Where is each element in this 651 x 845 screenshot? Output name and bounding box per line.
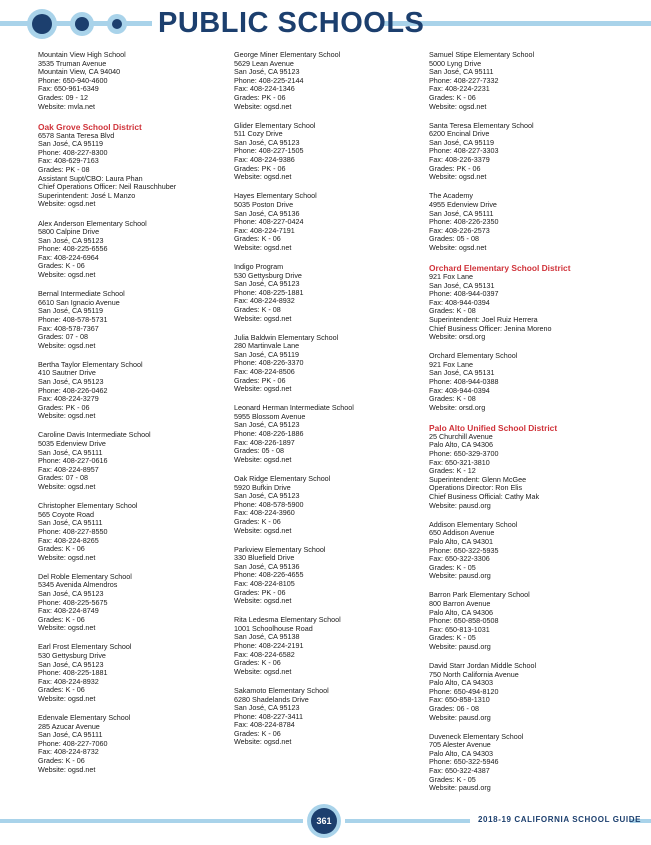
- city-line: Palo Alto, CA 94306: [429, 440, 493, 450]
- grades-line: Grades: K - 12: [429, 466, 476, 476]
- fax-line: Fax: 408-226-3379: [429, 155, 490, 165]
- school-entry: [38, 361, 238, 421]
- grades-line: Grades: K - 06: [38, 756, 85, 766]
- fax-line: Fax: 408-224-8265: [38, 535, 99, 545]
- website-line: Website: mvla.net: [38, 101, 95, 111]
- grades-line: Grades: PK - 06: [234, 92, 286, 102]
- website-line: Website: ogsd.net: [429, 172, 487, 182]
- address-line: 6578 Santa Teresa Blvd: [38, 130, 115, 140]
- city-line: San José, CA 95136: [234, 561, 300, 571]
- grades-line: Grades: 05 - 08: [429, 234, 479, 244]
- fax-line: Fax: 408-224-8932: [234, 296, 295, 306]
- phone-line: Phone: 650-940-4600: [38, 75, 108, 85]
- city-line: San José, CA 95123: [38, 659, 104, 669]
- footer-rule-middle: [345, 819, 470, 823]
- address-line: 285 Azucar Avenue: [38, 721, 100, 731]
- website-line: Website: ogsd.net: [38, 764, 96, 774]
- address-line: 530 Gettysburg Drive: [38, 651, 106, 661]
- address-line: 511 Cozy Drive: [234, 129, 283, 139]
- grades-line: Grades: K - 06: [234, 516, 281, 526]
- school-name: Samuel Stipe Elementary School: [429, 50, 535, 59]
- fax-line: Fax: 408-224-8749: [38, 606, 99, 616]
- address-line: 650 Addison Avenue: [429, 528, 495, 538]
- staff-line: Chief Operations Officer: Neil Rauschhuber: [38, 182, 177, 192]
- school-name: David Starr Jordan Middle School: [429, 661, 537, 671]
- district-entry: [429, 423, 629, 510]
- address-line: 1001 Schoolhouse Road: [234, 623, 313, 633]
- grades-line: Grades: K - 08: [234, 304, 281, 314]
- grades-line: Grades: PK - 06: [234, 163, 286, 173]
- page-number: 361: [311, 808, 337, 834]
- city-line: San José, CA 95123: [38, 588, 104, 598]
- staff-line: Chief Business Official: Cathy Mak: [429, 492, 540, 502]
- school-name: The Academy: [429, 191, 473, 201]
- fax-line: Fax: 408-224-9386: [234, 155, 295, 165]
- phone-line: Phone: 408-226-0462: [38, 385, 108, 395]
- school-name: Mountain View High School: [38, 50, 126, 59]
- website-line: Website: ogsd.net: [38, 411, 96, 421]
- address-line: 705 Alester Avenue: [429, 740, 491, 750]
- grades-line: Grades: K - 06: [429, 92, 476, 102]
- phone-line: Phone: 408-944-0388: [429, 377, 499, 386]
- school-entry: [234, 687, 434, 747]
- school-entry: [234, 263, 434, 323]
- grades-line: Grades: 09 - 12: [38, 92, 88, 102]
- address-line: 6200 Encinal Drive: [429, 129, 490, 139]
- phone-line: Phone: 650-322-5935: [429, 545, 499, 555]
- city-line: San José, CA 95123: [234, 703, 300, 713]
- phone-line: Phone: 650-494-8120: [429, 686, 499, 696]
- grades-line: Grades: K - 06: [234, 658, 281, 668]
- school-name: Leonard Herman Intermediate School: [234, 403, 354, 413]
- address-line: 330 Bluefield Drive: [234, 553, 295, 563]
- school-name: Bernal Intermediate School: [38, 289, 125, 299]
- fax-line: Fax: 650-813-1031: [429, 624, 490, 634]
- school-name: Edenvale Elementary School: [38, 713, 131, 723]
- school-name: Parkview Elementary School: [234, 544, 326, 554]
- city-line: San José, CA 95111: [429, 208, 494, 218]
- website-line: Website: ogsd.net: [38, 694, 96, 703]
- school-name: Alex Anderson Elementary School: [38, 218, 147, 228]
- school-entry: [234, 475, 434, 535]
- school-entry: [429, 192, 629, 252]
- grades-line: Grades: 06 - 08: [429, 704, 479, 713]
- website-line: Website: ogsd.net: [234, 101, 292, 111]
- website-line: Website: ogsd.net: [234, 242, 292, 252]
- school-entry: [429, 733, 629, 793]
- address-line: 5035 Poston Drive: [234, 199, 294, 209]
- header-rule-segment: [125, 21, 152, 26]
- address-line: 3535 Truman Avenue: [38, 58, 107, 68]
- city-line: San José, CA 95136: [234, 208, 300, 218]
- phone-line: Phone: 408-227-1505: [234, 146, 304, 156]
- fax-line: Fax: 650-322-3306: [429, 554, 490, 564]
- website-line: Website: orsd.org: [429, 402, 486, 412]
- phone-line: Phone: 650-858-0508: [429, 616, 499, 626]
- school-name: Rita Ledesma Elementary School: [234, 615, 341, 625]
- school-entry: [234, 404, 434, 464]
- staff-line: Superintendent: Glenn McGee: [429, 474, 527, 484]
- school-entry: [234, 51, 434, 111]
- city-line: San José, CA 95111: [38, 447, 103, 457]
- phone-line: Phone: 408-224-2191: [234, 641, 304, 651]
- website-line: Website: ogsd.net: [234, 384, 292, 394]
- staff-line: Chief Business Officer: Jenina Moreno: [429, 323, 552, 333]
- website-line: Website: ogsd.net: [234, 596, 292, 606]
- school-name: Christopher Elementary School: [38, 501, 138, 511]
- phone-line: Phone: 408-225-6556: [38, 244, 108, 254]
- grades-line: Grades: K - 06: [38, 261, 85, 271]
- website-line: Website: ogsd.net: [234, 172, 292, 182]
- fax-line: Fax: 408-226-1897: [234, 437, 295, 447]
- fax-line: Fax: 408-224-8732: [38, 747, 99, 757]
- phone-line: Phone: 650-329-3700: [429, 449, 499, 459]
- city-line: San José, CA 95111: [38, 730, 103, 740]
- fax-line: Fax: 650-961-6349: [38, 84, 99, 94]
- school-name: Caroline Davis Intermediate School: [38, 430, 151, 440]
- phone-line: Phone: 408-225-2144: [234, 75, 304, 85]
- school-name: Oak Ridge Elementary School: [234, 473, 331, 483]
- phone-line: Phone: 408-944-0397: [429, 289, 499, 299]
- footer-rule-left: [0, 819, 303, 823]
- city-line: San José, CA 95123: [234, 491, 300, 501]
- grades-line: Grades: K - 06: [234, 234, 281, 244]
- city-line: Palo Alto, CA 94303: [429, 678, 493, 688]
- city-line: Palo Alto, CA 94303: [429, 748, 493, 758]
- school-name: Santa Teresa Elementary School: [429, 120, 534, 130]
- city-line: San José, CA 95123: [234, 420, 300, 430]
- website-line: Website: ogsd.net: [234, 454, 292, 464]
- address-line: 5000 Lyng Drive: [429, 58, 482, 68]
- address-line: 5920 Bufkin Drive: [234, 482, 291, 492]
- website-line: Website: pausd.org: [429, 571, 491, 581]
- school-entry: [38, 502, 238, 562]
- website-line: Website: ogsd.net: [38, 270, 96, 280]
- district-name: Orchard Elementary School District: [429, 262, 571, 273]
- school-name: Earl Frost Elementary School: [38, 642, 132, 652]
- address-line: 25 Churchill Avenue: [429, 431, 493, 441]
- school-entry: [38, 290, 238, 350]
- school-entry: [38, 714, 238, 774]
- school-entry: [38, 220, 238, 280]
- address-line: 4955 Edenview Drive: [429, 199, 497, 209]
- header-dot-medium: [75, 17, 89, 31]
- phone-line: Phone: 408-225-1881: [234, 287, 304, 297]
- page-title: PUBLIC SCHOOLS: [158, 7, 425, 39]
- staff-line: Assistant Supt/CBO: Laura Phan: [38, 173, 143, 183]
- address-line: 921 Fox Lane: [429, 359, 473, 369]
- phone-line: Phone: 408-227-3411: [234, 711, 304, 721]
- grades-line: Grades: K - 05: [429, 774, 476, 784]
- school-entry: [429, 591, 629, 651]
- school-entry: [38, 51, 238, 111]
- grades-line: Grades: K - 06: [38, 544, 85, 554]
- phone-line: Phone: 408-227-3303: [429, 146, 499, 156]
- phone-line: Phone: 408-578-5731: [38, 314, 108, 324]
- phone-line: Phone: 408-225-5675: [38, 597, 108, 607]
- staff-line: Operations Director: Ron Elis: [429, 483, 523, 493]
- grades-line: Grades: K - 08: [429, 394, 476, 404]
- fax-line: Fax: 408-224-6964: [38, 252, 99, 262]
- city-line: Mountain View, CA 94040: [38, 67, 121, 77]
- grades-line: Grades: K - 06: [38, 685, 85, 695]
- fax-line: Fax: 408-224-8506: [234, 367, 295, 376]
- school-entry: [429, 51, 629, 111]
- school-entry: [234, 334, 434, 394]
- address-line: 530 Gettysburg Drive: [234, 270, 302, 280]
- district-name: Oak Grove School District: [38, 121, 142, 132]
- fax-line: Fax: 408-224-8784: [234, 720, 295, 730]
- school-entry: [234, 122, 434, 182]
- fax-line: Fax: 408-578-7367: [38, 323, 99, 333]
- website-line: Website: ogsd.net: [234, 525, 292, 535]
- website-line: Website: ogsd.net: [234, 666, 292, 676]
- phone-line: Phone: 408-226-3370: [234, 358, 304, 368]
- school-name: Addison Elementary School: [429, 519, 518, 529]
- school-name: Del Roble Elementary School: [38, 571, 132, 581]
- listing-column-2: [234, 51, 434, 758]
- grades-line: Grades: 07 - 08: [38, 332, 88, 342]
- district-name: Palo Alto Unified School District: [429, 422, 558, 433]
- school-name: Indigo Program: [234, 261, 284, 271]
- city-line: San José, CA 95123: [38, 235, 104, 245]
- address-line: 6280 Shadelands Drive: [234, 694, 309, 704]
- school-name: Julia Baldwin Elementary School: [234, 332, 339, 342]
- website-line: Website: pausd.org: [429, 500, 491, 510]
- phone-line: Phone: 408-578-5900: [234, 499, 304, 509]
- city-line: San José, CA 95119: [38, 306, 103, 316]
- grades-line: Grades: 05 - 08: [234, 446, 284, 456]
- fax-line: Fax: 650-858-1310: [429, 695, 490, 705]
- grades-line: Grades: PK - 06: [234, 375, 286, 385]
- website-line: Website: ogsd.net: [38, 199, 96, 209]
- page-header: [0, 0, 651, 50]
- address-line: 410 Sautner Drive: [38, 368, 96, 378]
- fax-line: Fax: 408-224-8932: [38, 676, 99, 686]
- header-dot-large: [32, 14, 52, 34]
- school-name: Sakamoto Elementary School: [234, 685, 329, 695]
- school-entry: [429, 352, 629, 412]
- school-entry: [429, 122, 629, 182]
- fax-line: Fax: 408-944-0394: [429, 385, 490, 395]
- staff-line: Superintendent: Joel Ruiz Herrera: [429, 314, 538, 324]
- city-line: Palo Alto, CA 94301: [429, 536, 493, 546]
- fax-line: Fax: 408-224-1346: [234, 84, 295, 94]
- city-line: San José, CA 95138: [234, 632, 300, 642]
- address-line: 5035 Edenview Drive: [38, 439, 106, 449]
- website-line: Website: orsd.org: [429, 332, 486, 342]
- address-line: 5800 Calpine Drive: [38, 227, 100, 237]
- fax-line: Fax: 650-322-4387: [429, 766, 490, 776]
- grades-line: Grades: K - 05: [429, 633, 476, 643]
- grades-line: Grades: 07 - 08: [38, 473, 88, 483]
- website-line: Website: ogsd.net: [38, 552, 96, 562]
- city-line: San José, CA 95123: [234, 67, 300, 77]
- phone-line: Phone: 408-226-4655: [234, 570, 304, 580]
- address-line: 280 Martinvale Lane: [234, 341, 300, 351]
- grades-line: Grades: K - 08: [429, 306, 476, 316]
- city-line: San José, CA 95131: [429, 280, 495, 290]
- city-line: Palo Alto, CA 94306: [429, 607, 493, 617]
- phone-line: Phone: 408-227-8550: [38, 526, 108, 536]
- school-name: Orchard Elementary School: [429, 351, 518, 361]
- city-line: San José, CA 95123: [38, 377, 104, 386]
- phone-line: Phone: 408-227-8300: [38, 147, 108, 157]
- phone-line: Phone: 408-227-0616: [38, 456, 108, 466]
- guide-title: 2018-19 CALIFORNIA SCHOOL GUIDE: [478, 815, 642, 824]
- listing-column-3: [429, 51, 629, 803]
- website-line: Website: ogsd.net: [429, 242, 487, 252]
- phone-line: Phone: 408-227-0424: [234, 217, 304, 227]
- school-name: Barron Park Elementary School: [429, 590, 530, 600]
- city-line: San José, CA 95119: [38, 139, 103, 149]
- fax-line: Fax: 408-224-6582: [234, 649, 295, 659]
- grades-line: Grades: PK - 06: [38, 402, 90, 412]
- header-dot-small: [112, 19, 122, 29]
- phone-line: Phone: 408-225-1881: [38, 668, 108, 678]
- website-line: Website: pausd.org: [429, 712, 491, 722]
- address-line: 5955 Blossom Avenue: [234, 411, 306, 421]
- address-line: 800 Barron Avenue: [429, 598, 491, 608]
- fax-line: Fax: 408-629-7163: [38, 156, 99, 166]
- school-name: Glider Elementary School: [234, 120, 316, 130]
- website-line: Website: ogsd.net: [429, 101, 487, 111]
- fax-line: Fax: 650-321-3810: [429, 457, 490, 467]
- website-line: Website: ogsd.net: [234, 737, 292, 747]
- address-line: 6610 San Ignacio Avenue: [38, 297, 120, 307]
- school-name: Duveneck Elementary School: [429, 731, 524, 741]
- website-line: Website: ogsd.net: [38, 340, 96, 350]
- website-line: Website: ogsd.net: [234, 313, 292, 323]
- district-entry: [429, 263, 629, 342]
- city-line: San José, CA 95111: [38, 518, 103, 528]
- address-line: 565 Coyote Road: [38, 509, 94, 519]
- school-entry: [234, 192, 434, 252]
- school-name: Bertha Taylor Elementary School: [38, 359, 143, 369]
- phone-line: Phone: 408-226-2350: [429, 217, 499, 227]
- grades-line: Grades: K - 06: [38, 614, 85, 624]
- school-entry: [234, 616, 434, 676]
- grades-line: Grades: PK - 06: [429, 163, 481, 173]
- website-line: Website: pausd.org: [429, 641, 491, 651]
- fax-line: Fax: 408-944-0394: [429, 297, 490, 307]
- school-entry: [234, 546, 434, 606]
- website-line: Website: pausd.org: [429, 783, 491, 793]
- fax-line: Fax: 408-224-8105: [234, 578, 295, 588]
- fax-line: Fax: 408-224-7191: [234, 225, 295, 235]
- grades-line: Grades: K - 05: [429, 562, 476, 572]
- city-line: San José, CA 95111: [429, 67, 494, 77]
- address-line: 5629 Lean Avenue: [234, 58, 294, 68]
- phone-line: Phone: 650-322-5946: [429, 757, 499, 767]
- fax-line: Fax: 408-224-2231: [429, 84, 490, 94]
- city-line: San José, CA 95119: [234, 349, 299, 359]
- staff-line: Superintendent: José L Manzo: [38, 190, 136, 200]
- address-line: 5345 Avenida Almendros: [38, 580, 118, 590]
- district-entry: [38, 122, 238, 209]
- school-entry: [38, 431, 238, 491]
- website-line: Website: ogsd.net: [38, 623, 96, 633]
- address-line: 750 North California Avenue: [429, 669, 519, 679]
- grades-line: Grades: PK - 06: [234, 587, 286, 597]
- city-line: San José, CA 95123: [234, 279, 300, 289]
- listing-column-1: [38, 51, 238, 785]
- school-entry: [38, 643, 238, 703]
- city-line: San José, CA 95123: [234, 137, 300, 147]
- fax-line: Fax: 408-226-2573: [429, 225, 490, 235]
- phone-line: Phone: 408-227-7060: [38, 738, 108, 748]
- school-entry: [429, 521, 629, 581]
- fax-line: Fax: 408-224-8957: [38, 464, 99, 474]
- website-line: Website: ogsd.net: [38, 482, 96, 492]
- city-line: San José, CA 95131: [429, 368, 495, 378]
- address-line: 921 Fox Lane: [429, 271, 473, 281]
- school-name: Hayes Elementary School: [234, 191, 317, 201]
- fax-line: Fax: 408-224-3279: [38, 394, 99, 404]
- grades-line: Grades: K - 06: [234, 728, 281, 738]
- school-name: George Miner Elementary School: [234, 50, 341, 59]
- grades-line: Grades: PK - 08: [38, 165, 90, 175]
- school-entry: [429, 662, 629, 722]
- school-entry: [38, 573, 238, 633]
- phone-line: Phone: 408-226-1886: [234, 429, 304, 439]
- city-line: San José, CA 95119: [429, 137, 494, 147]
- phone-line: Phone: 408-227-7332: [429, 75, 499, 85]
- fax-line: Fax: 408-224-3960: [234, 508, 295, 518]
